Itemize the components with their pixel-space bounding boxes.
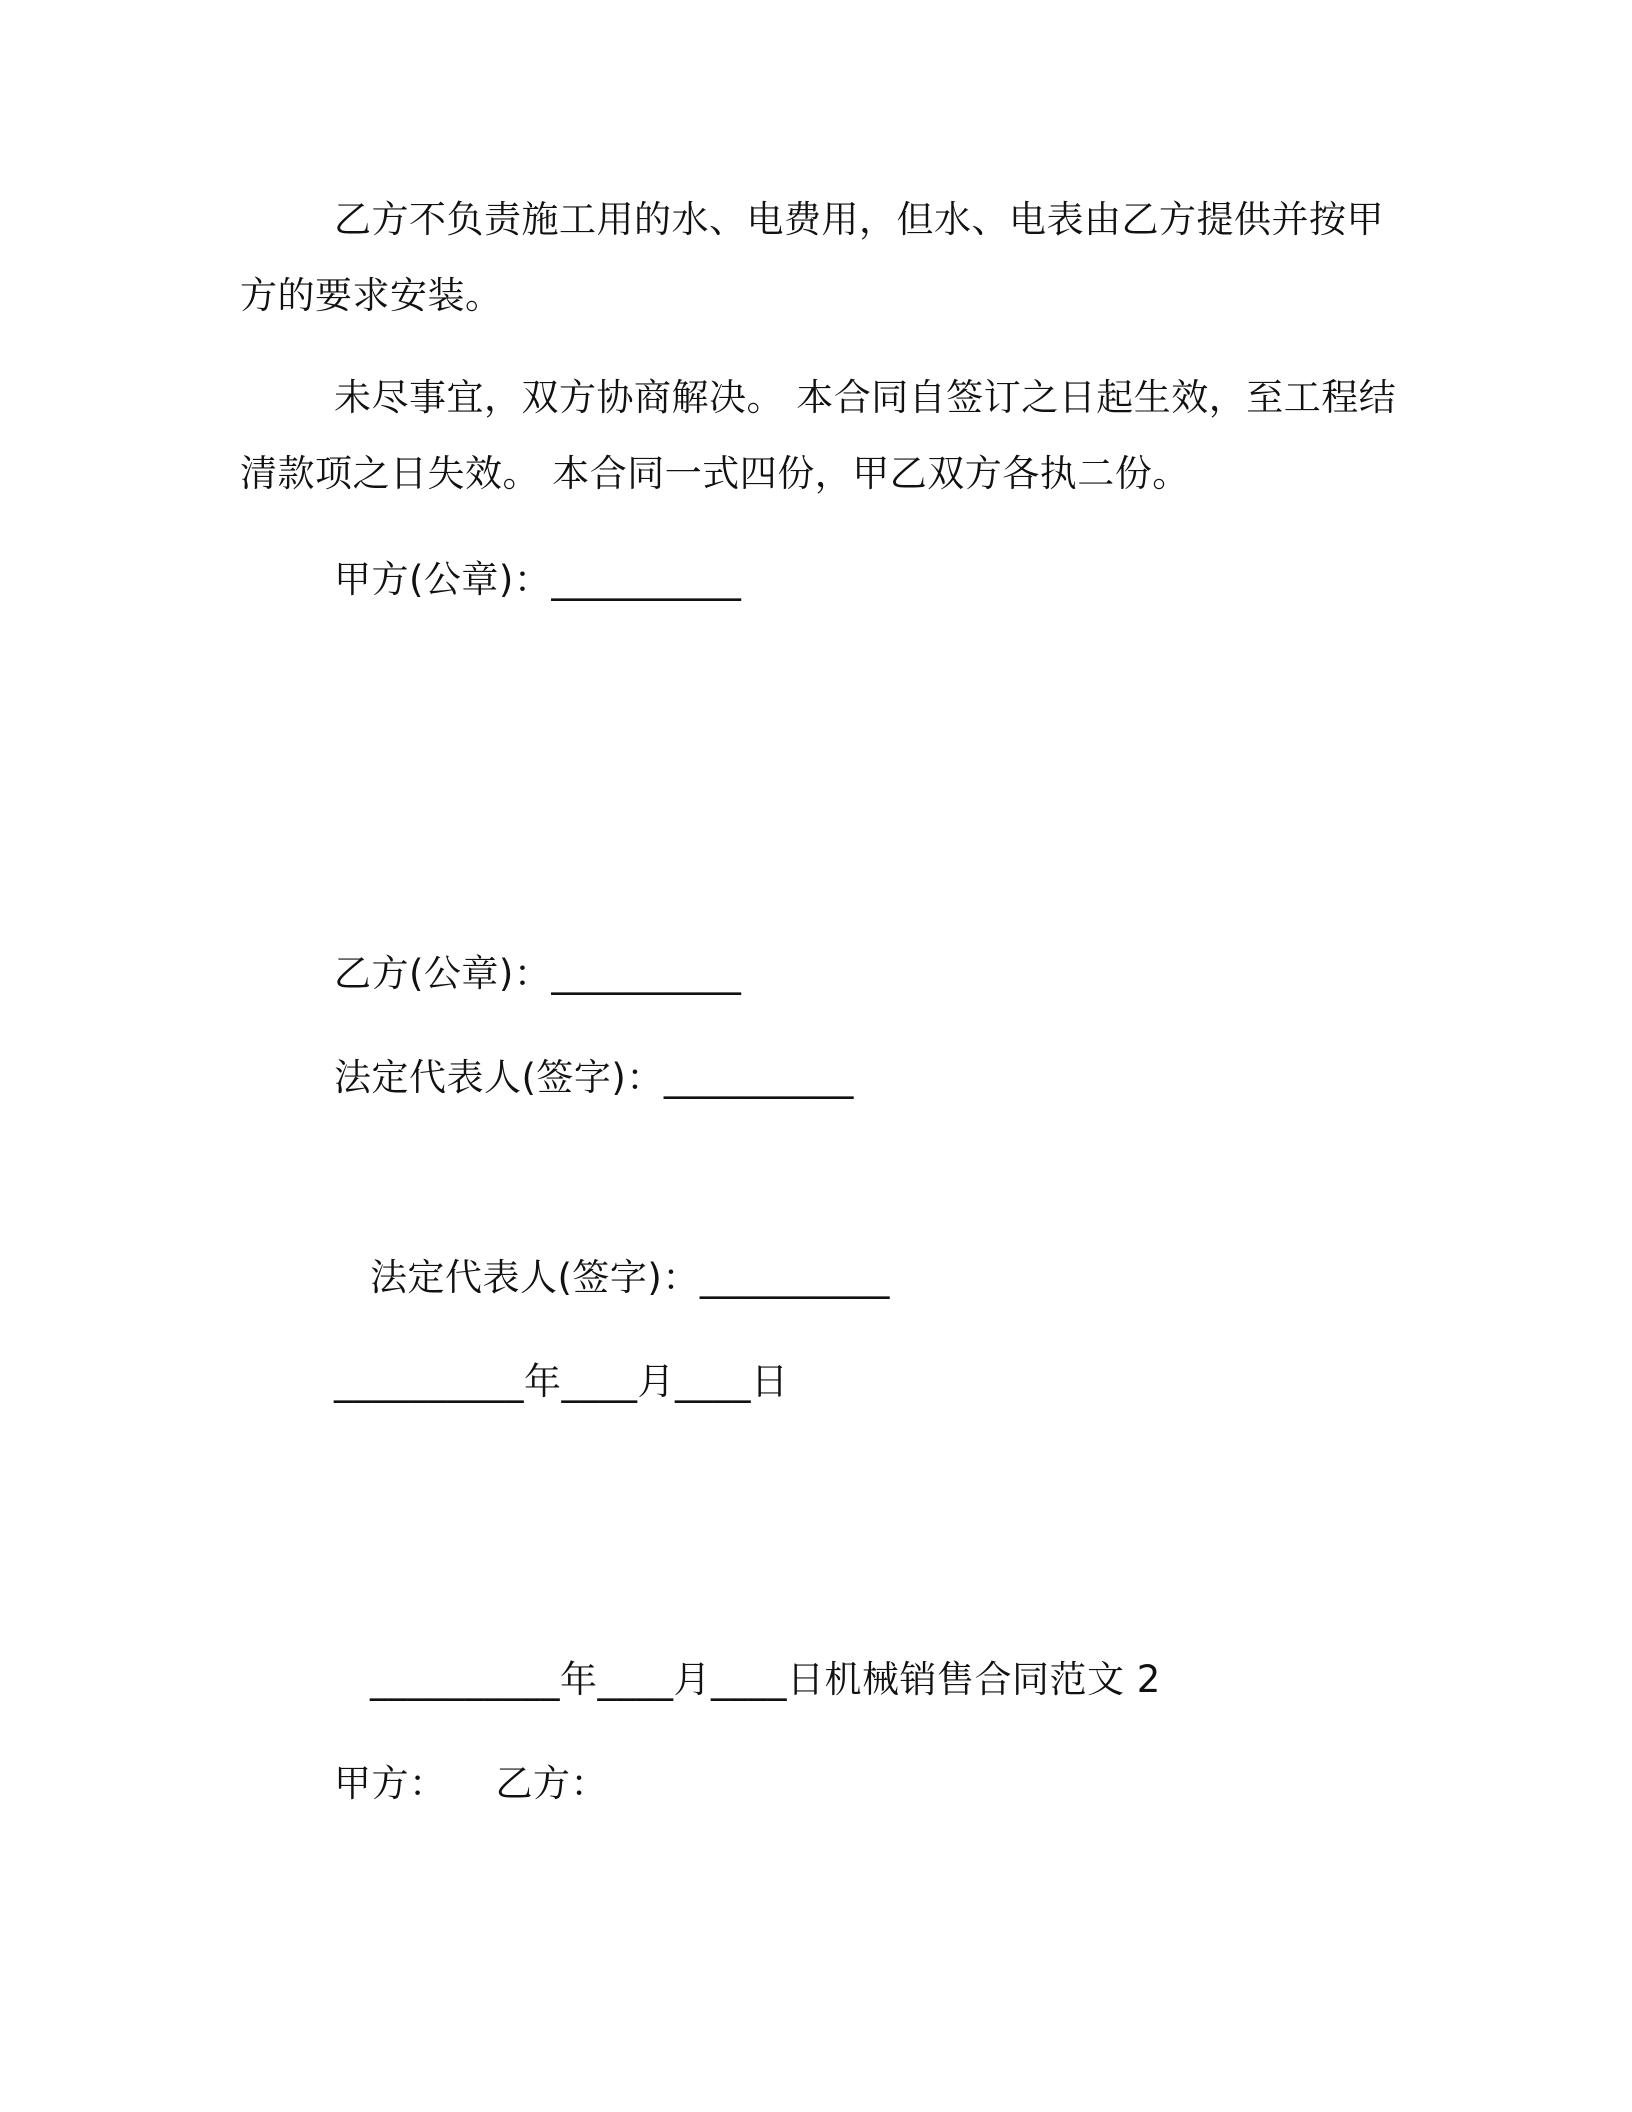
legal-representative-line-2: 法定代表人(签字)：__________	[370, 1256, 890, 1299]
date-line: __________年____月____日	[334, 1360, 789, 1403]
paragraph-2-line-2: 清款项之日失效。 本合同一式四份，甲乙双方各执二份。	[240, 452, 1190, 495]
party-b-seal-line: 乙方(公章)：__________	[334, 952, 742, 995]
next-contract-title: __________年____月____日机械销售合同范文 2	[370, 1658, 1161, 1701]
paragraph-2-line-1: 未尽事宜，双方协商解决。 本合同自签订之日起生效，至工程结	[334, 376, 1397, 419]
party-a-seal-line: 甲方(公章)：__________	[334, 558, 742, 601]
legal-representative-line-1: 法定代表人(签字)：__________	[334, 1056, 854, 1099]
parties-line: 甲方： 乙方：	[334, 1762, 609, 1805]
paragraph-1-line-1: 乙方不负责施工用的水、电费用，但水、电表由乙方提供并按甲	[334, 198, 1384, 241]
paragraph-1-line-2: 方的要求安装。	[240, 274, 503, 317]
